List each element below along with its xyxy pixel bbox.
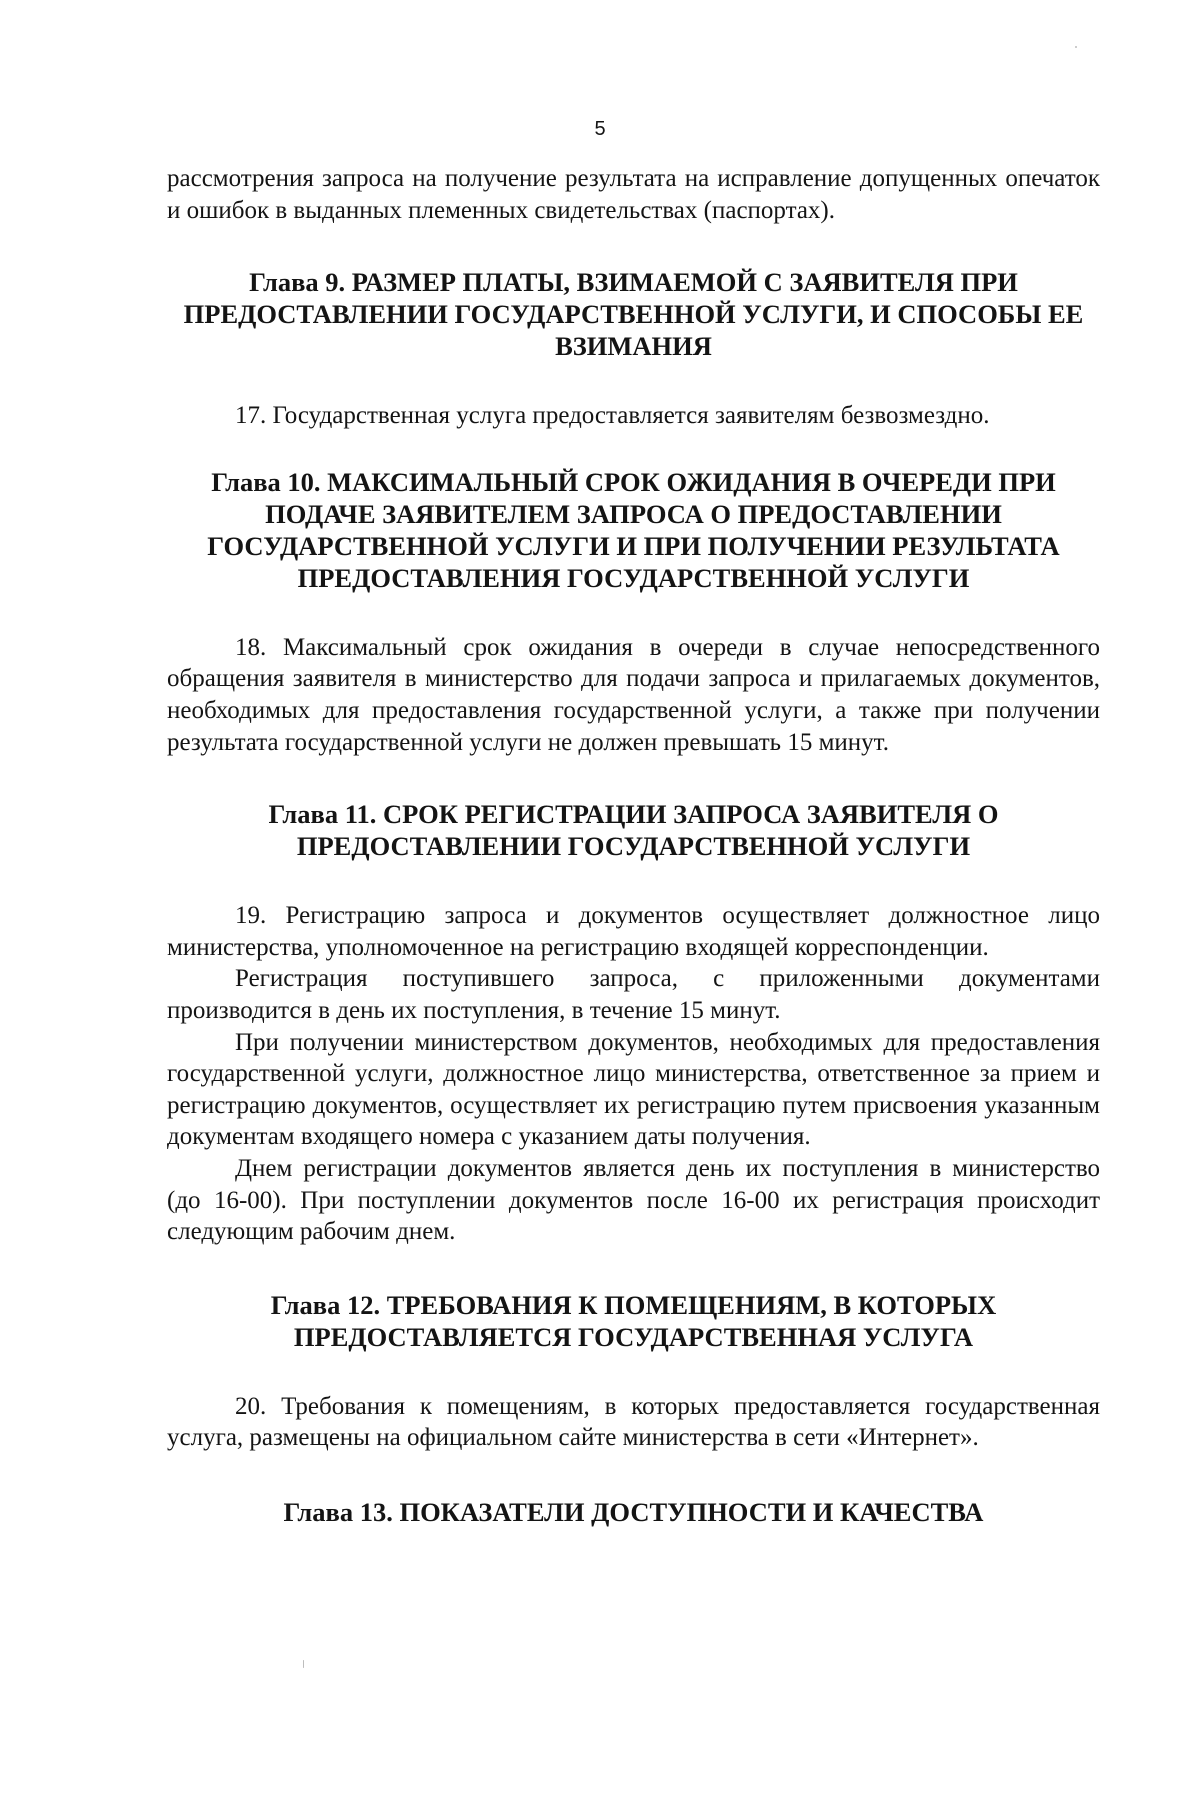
document-body [167, 163, 1100, 1528]
heading-chapter-9: Глава 9. РАЗМЕР ПЛАТЫ, ВЗИМАЕМОЙ С ЗАЯВИТЕЛЯ ПРИ ПРЕДОСТАВЛЕНИИ ГОСУДАРСТВЕННОЙ УСЛУГИ, И СПОСОБЫ ЕЕ ВЗИМАНИЯ [183, 267, 1084, 362]
paragraph-18: 18. Максимальный срок ожидания в очереди в случае непосредственного обращения заявителя в министерство для подачи запроса и прилагаемых документов, необходимых для предоставления государственной услуги, а также при получении результата государственной услуги не должен превышать 15 минут. [167, 633, 1100, 756]
heading-chapter-10: Глава 10. МАКСИМАЛЬНЫЙ СРОК ОЖИДАНИЯ В ОЧЕРЕДИ ПРИ ПОДАЧЕ ЗАЯВИТЕЛЕМ ЗАПРОСА О ПРЕДОСТАВЛЕНИИ ГОСУДАРСТВЕННОЙ УСЛУГИ И ПРИ ПОЛУЧЕНИИ РЕЗУЛЬТАТА ПРЕДОСТАВЛЕНИЯ ГОСУДАРСТВЕННОЙ УСЛУГИ [207, 466, 1060, 593]
heading-chapter-11: Глава 11. СРОК РЕГИСТРАЦИИ ЗАПРОСА ЗАЯВИТЕЛЯ О ПРЕДОСТАВЛЕНИИ ГОСУДАРСТВЕННОЙ УСЛУГИ [268, 799, 999, 862]
paragraph-19-receipt: При получении министерством документов, необходимых для предоставления государственной услуги, должностное лицо министерства, ответственное за прием и регистрацию документов, осуществляет их регистрацию путем присвоения указанным документам входящего номера с указанием даты получения. [167, 1028, 1100, 1151]
scan-speck [303, 1660, 304, 1668]
heading-chapter-12: Глава 12. ТРЕБОВАНИЯ К ПОМЕЩЕНИЯМ, В КОТОРЫХ ПРЕДОСТАВЛЯЕТСЯ ГОСУДАРСТВЕННАЯ УСЛУГА [270, 1289, 997, 1352]
scan-speck [1075, 46, 1077, 48]
heading-chapter-13: Глава 13. ПОКАЗАТЕЛИ ДОСТУПНОСТИ И КАЧЕСТВА [283, 1496, 984, 1527]
paragraph-continuation: рассмотрения запроса на получение результата на исправление допущенных опечаток и ошибок в выданных племенных свидетельствах (паспортах). [167, 165, 1100, 224]
paragraph-19: 19. Регистрацию запроса и документов осуществляет должностное лицо министерства, уполномоченное на регистрацию входящей корреспонденции. [167, 902, 1100, 961]
page-number: 5 [594, 118, 606, 140]
paragraph-20: 20. Требования к помещениям, в которых предоставляется государственная услуга, размещены на официальном сайте министерства в сети «Интернет». [167, 1392, 1100, 1452]
paragraph-19-registration-day: Днем регистрации документов является день их поступления в министерство (до 16-00). При поступлении документов после 16-00 их регистрация происходит следующим рабочим днем. [167, 1154, 1100, 1246]
paragraph-19-registration: Регистрация поступившего запроса, с приложенными документами производится в день их поступления, в течение 15 минут. [167, 965, 1100, 1024]
paragraph-17: 17. Государственная услуга предоставляется заявителям безвозмездно. [235, 402, 990, 430]
